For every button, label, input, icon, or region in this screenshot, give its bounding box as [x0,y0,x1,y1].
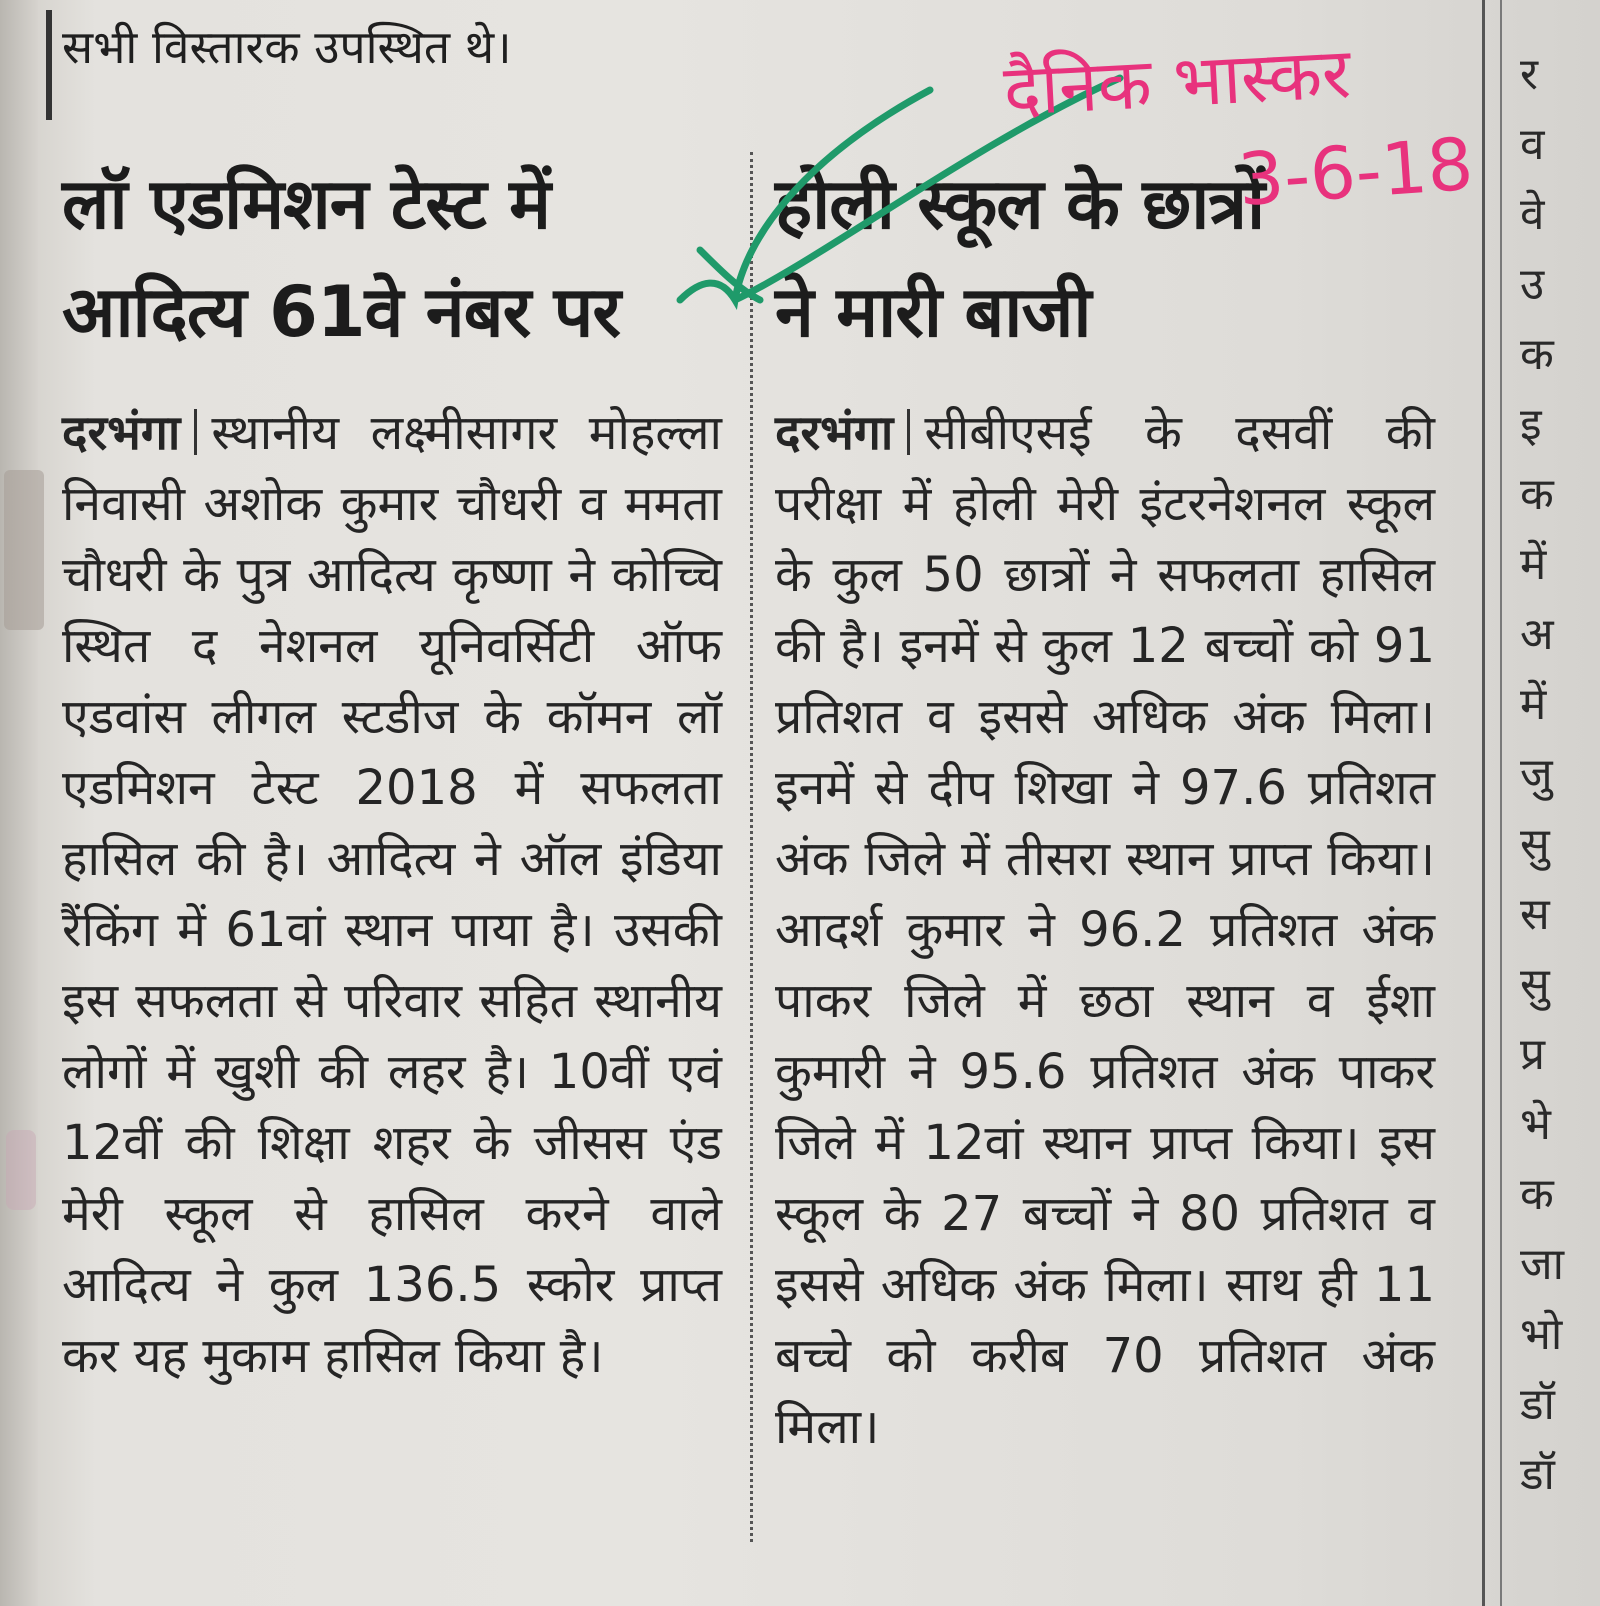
adjacent-column-fragment: इ [1520,399,1542,450]
adjacent-column-fragment: र [1520,49,1538,100]
adjacent-column-fragment: भो [1520,1309,1563,1360]
adjacent-column-fragment: डॉ [1520,1449,1555,1500]
dateline: दरभंगा [775,405,894,461]
adjacent-column-fragment: में [1520,679,1547,730]
adjacent-column-fragment: क [1520,469,1554,520]
adjacent-column-fragment: डॉ [1520,1379,1555,1430]
headline-line: आदित्य 61वे नंबर पर [62,271,621,353]
headline-line: होली स्कूल के छात्रों [775,163,1265,245]
adjacent-column-fragment: क [1520,329,1554,380]
handwritten-newspaper-name: दैनिक भास्कर [1001,31,1353,132]
adjacent-column-fragment: उ [1520,259,1545,310]
previous-article-end: सभी विस्तारक उपस्थित थे। [62,20,512,74]
headline-line: लॉ एडमिशन टेस्ट में [62,163,550,245]
adjacent-column-fragment: सु [1520,819,1550,870]
adjacent-column-fragment: भे [1520,1099,1551,1150]
adjacent-column-fragment: क [1520,1169,1554,1220]
adjacent-column-fragment: वे [1520,189,1545,240]
handwritten-date: 3-6-18 [1235,121,1476,222]
adjacent-column-fragment: व [1520,119,1545,170]
adjacent-column-fragment: जु [1520,749,1553,800]
adjacent-column-fragment: स [1520,889,1550,940]
dateline: दरभंगा [62,405,181,461]
adjacent-column-fragment: अ [1520,609,1554,660]
adjacent-column-fragment: सु [1520,959,1550,1010]
adjacent-column-fragment: प्र [1520,1029,1546,1080]
adjacent-column-fragment: में [1520,539,1547,590]
article-text: स्थानीय लक्ष्मीसागर मोहल्ला निवासी अशोक कुमार चौधरी व ममता चौधरी के पुत्र आदित्य कृष्णा ने कोच्चि स्थित द नेशनल यूनिवर्सिटी ऑफ एडवांस लीगल स्टडीज के कॉमन लॉ एडमिशन टेस्ट 2018 में सफलता हासिल की है। आदित्य ने ऑल इंडिया रैंकिंग में 61वां स्थान पाया है। उसकी इस सफलता से परिवार सहित स्थानीय लोगों में खुशी की लहर है। 10वीं एवं 12वीं की शिक्षा शहर के जीसस एंड मेरी स्कूल से हासिल करने वाले आदित्य ने कुल 136.5 स्कोर प्राप्त कर यह मुकाम हासिल किया है। [62,405,722,1384]
article-text: सीबीएसई के दसवीं की परीक्षा में होली मेरी इंटरनेशनल स्कूल के कुल 50 छात्रों ने सफलता हासिल की है। इनमें से कुल 12 बच्चों को 91 प्रतिशत व इससे अधिक अंक मिला। इनमें से दीप शिखा ने 97.6 प्रतिशत अंक जिले में तीसरा स्थान प्राप्त किया। आदर्श कुमार ने 96.2 प्रतिशत अंक पाकर जिले में छठा स्थान व ईशा कुमारी ने 95.6 प्रतिशत अंक पाकर जिले में 12वां स्थान प्राप्त किया। इस स्कूल के 27 बच्चों ने 80 प्रतिशत व इससे अधिक अंक मिला। साथ ही 11 बच्चे को करीब 70 प्रतिशत अंक मिला। [775,405,1435,1455]
headline-line: ने मारी बाजी [775,271,1091,353]
adjacent-column-fragment: जा [1520,1239,1565,1290]
